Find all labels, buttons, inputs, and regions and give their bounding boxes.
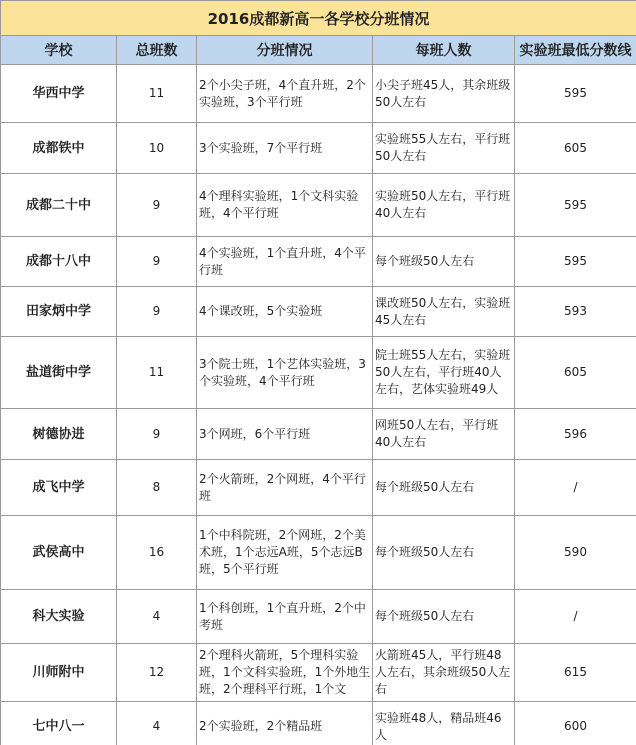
total-cell: 9 bbox=[117, 287, 197, 337]
arrangement-cell: 3个院士班，1个艺体实验班，3个实验班，4个平行班 bbox=[197, 337, 373, 409]
min-score-cell: 615 bbox=[515, 644, 636, 702]
per-class-cell: 实验班48人，精品班46人 bbox=[373, 702, 515, 745]
total-cell: 11 bbox=[117, 65, 197, 123]
min-score-cell: 590 bbox=[515, 516, 636, 590]
table-row bbox=[1, 287, 636, 337]
total-cell: 12 bbox=[117, 644, 197, 702]
per-class-cell: 实验班55人左右，平行班50人左右 bbox=[373, 123, 515, 174]
total-cell: 8 bbox=[117, 460, 197, 516]
min-score-cell: 605 bbox=[515, 123, 636, 174]
school-cell: 田家炳中学 bbox=[1, 287, 117, 337]
table-row bbox=[1, 123, 636, 174]
total-cell: 4 bbox=[117, 702, 197, 745]
per-class-cell: 每个班级50人左右 bbox=[373, 460, 515, 516]
school-cell: 华西中学 bbox=[1, 65, 117, 123]
arrangement-cell: 3个网班，6个平行班 bbox=[197, 409, 373, 460]
header-school: 学校 bbox=[1, 36, 117, 65]
min-score-cell: 605 bbox=[515, 337, 636, 409]
per-class-cell: 火箭班45人，平行班48人左右，其余班级50人左右 bbox=[373, 644, 515, 702]
min-score-cell: 593 bbox=[515, 287, 636, 337]
school-cell: 成都铁中 bbox=[1, 123, 117, 174]
total-cell: 10 bbox=[117, 123, 197, 174]
per-class-cell: 小尖子班45人，其余班级50人左右 bbox=[373, 65, 515, 123]
school-cell: 七中八一 bbox=[1, 702, 117, 745]
arrangement-cell: 2个小尖子班，4个直升班，2个实验班，3个平行班 bbox=[197, 65, 373, 123]
per-class-cell: 每个班级50人左右 bbox=[373, 516, 515, 590]
arrangement-cell: 1个科创班，1个直升班，2个中考班 bbox=[197, 590, 373, 644]
header-min-score: 实验班最低分数线 bbox=[515, 36, 636, 65]
table-row bbox=[1, 409, 636, 460]
table-row bbox=[1, 590, 636, 644]
total-cell: 11 bbox=[117, 337, 197, 409]
min-score-cell: / bbox=[515, 460, 636, 516]
arrangement-cell: 3个实验班，7个平行班 bbox=[197, 123, 373, 174]
school-cell: 成都二十中 bbox=[1, 174, 117, 237]
school-cell: 武侯高中 bbox=[1, 516, 117, 590]
arrangement-cell: 2个实验班，2个精品班 bbox=[197, 702, 373, 745]
school-cell: 树德协进 bbox=[1, 409, 117, 460]
table-title: 2016成都新高一各学校分班情况 bbox=[1, 1, 636, 36]
table-row bbox=[1, 516, 636, 590]
min-score-cell: 596 bbox=[515, 409, 636, 460]
total-cell: 9 bbox=[117, 174, 197, 237]
min-score-cell: 595 bbox=[515, 174, 636, 237]
arrangement-cell: 1个中科院班，2个网班，2个美术班，1个志远A班，5个志远B班，5个平行班 bbox=[197, 516, 373, 590]
total-cell: 16 bbox=[117, 516, 197, 590]
per-class-cell: 每个班级50人左右 bbox=[373, 590, 515, 644]
table-row bbox=[1, 174, 636, 237]
header-row bbox=[1, 36, 636, 65]
min-score-cell: 600 bbox=[515, 702, 636, 745]
per-class-cell: 课改班50人左右，实验班45人左右 bbox=[373, 287, 515, 337]
school-cell: 川师附中 bbox=[1, 644, 117, 702]
arrangement-cell: 4个课改班，5个实验班 bbox=[197, 287, 373, 337]
per-class-cell: 每个班级50人左右 bbox=[373, 237, 515, 287]
header-total: 总班数 bbox=[117, 36, 197, 65]
min-score-cell: 595 bbox=[515, 237, 636, 287]
header-arrangement: 分班情况 bbox=[197, 36, 373, 65]
per-class-cell: 实验班50人左右，平行班40人左右 bbox=[373, 174, 515, 237]
total-cell: 4 bbox=[117, 590, 197, 644]
min-score-cell: 595 bbox=[515, 65, 636, 123]
total-cell: 9 bbox=[117, 409, 197, 460]
school-cell: 科大实验 bbox=[1, 590, 117, 644]
min-score-cell: / bbox=[515, 590, 636, 644]
table-row bbox=[1, 460, 636, 516]
arrangement-cell: 2个火箭班，2个网班，4个平行班 bbox=[197, 460, 373, 516]
header-per-class: 每班人数 bbox=[373, 36, 515, 65]
table-row bbox=[1, 702, 636, 745]
school-cell: 成飞中学 bbox=[1, 460, 117, 516]
per-class-cell: 网班50人左右，平行班40人左右 bbox=[373, 409, 515, 460]
school-cell: 成都十八中 bbox=[1, 237, 117, 287]
table-row bbox=[1, 237, 636, 287]
total-cell: 9 bbox=[117, 237, 197, 287]
table-row bbox=[1, 65, 636, 123]
arrangement-cell: 2个理科火箭班，5个理科实验班，1个文科实验班，1个外地生班，2个理科平行班，1个文 bbox=[197, 644, 373, 702]
title-row bbox=[1, 1, 636, 36]
table-row bbox=[1, 337, 636, 409]
arrangement-cell: 4个实验班，1个直升班，4个平行班 bbox=[197, 237, 373, 287]
table-row bbox=[1, 644, 636, 702]
arrangement-cell: 4个理科实验班，1个文科实验班，4个平行班 bbox=[197, 174, 373, 237]
per-class-cell: 院士班55人左右，实验班50人左右，平行班40人左右，艺体实验班49人 bbox=[373, 337, 515, 409]
school-cell: 盐道街中学 bbox=[1, 337, 117, 409]
